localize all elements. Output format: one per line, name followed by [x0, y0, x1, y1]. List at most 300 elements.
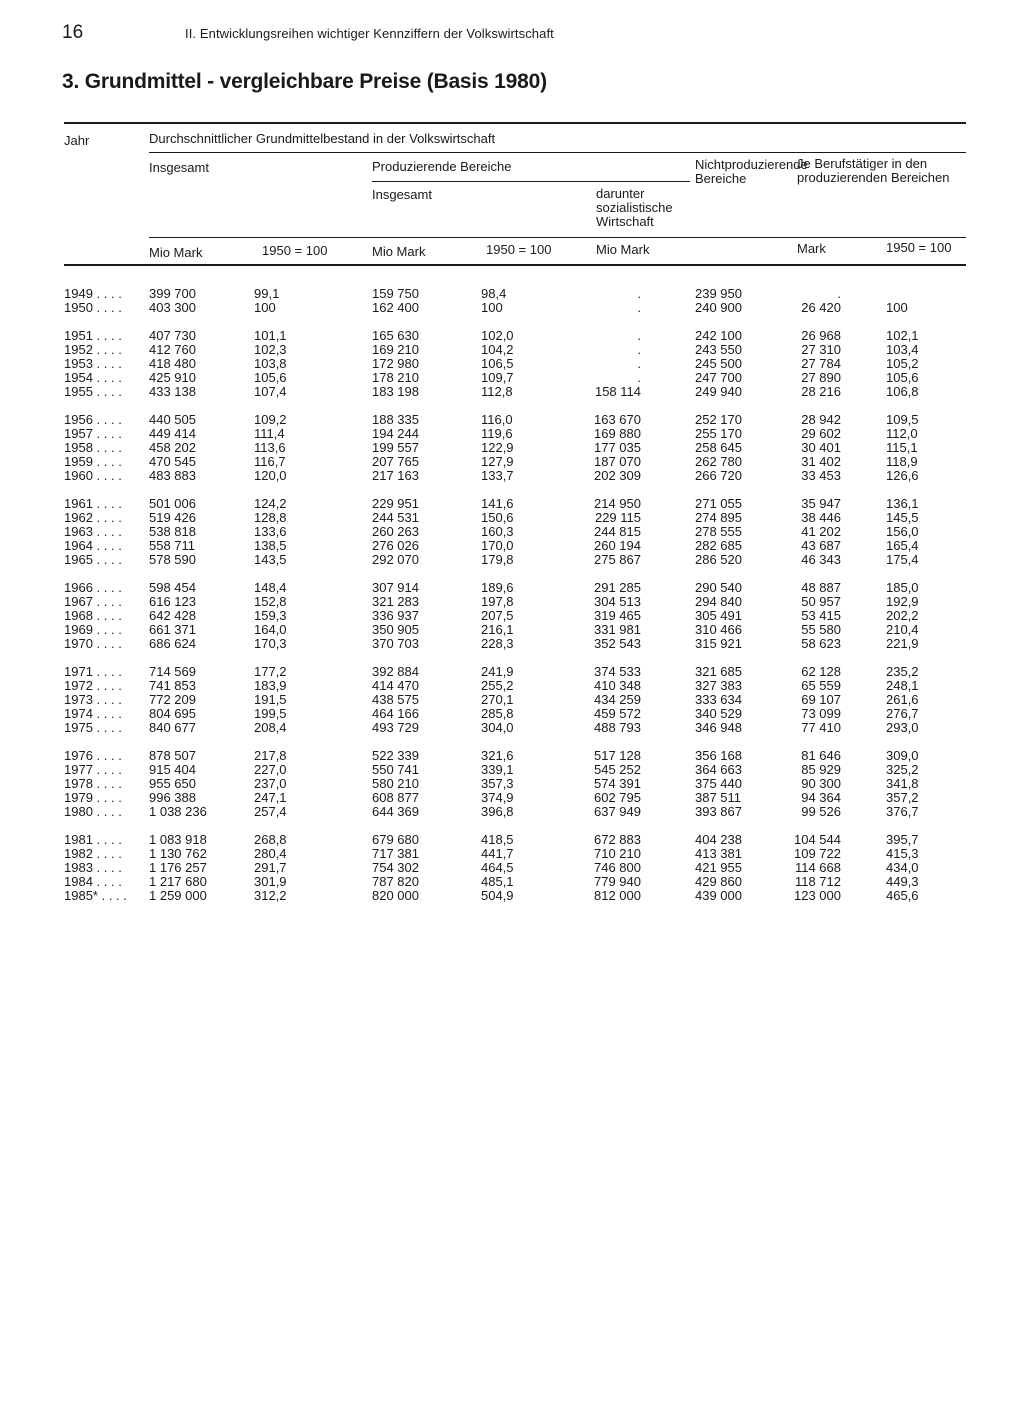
cell-nichtprod-mio-mark: 278 555: [695, 524, 742, 539]
cell-je-beruf-mark: 50 957: [801, 594, 841, 609]
cell-sozialistisch-mio-mark: 214 950: [594, 496, 641, 511]
header-produzierende-bereiche: Produzierende Bereiche: [372, 159, 512, 174]
cell-nichtprod-mio-mark: 429 860: [695, 874, 742, 889]
table-row: [0, 497, 1024, 511]
cell-insgesamt-mio-mark: 1 217 680: [149, 874, 207, 889]
cell-insgesamt-index: 107,4: [254, 384, 287, 399]
table-row: [0, 763, 1024, 777]
cell-prod-index: 464,5: [481, 860, 514, 875]
cell-prod-mio-mark: 178 210: [372, 370, 419, 385]
cell-nichtprod-mio-mark: 439 000: [695, 888, 742, 903]
table-row: [0, 595, 1024, 609]
table-row: [0, 539, 1024, 553]
cell-sozialistisch-mio-mark: .: [637, 342, 641, 357]
cell-insgesamt-index: 148,4: [254, 580, 287, 595]
cell-insgesamt-index: 291,7: [254, 860, 287, 875]
cell-insgesamt-mio-mark: 418 480: [149, 356, 196, 371]
cell-insgesamt-mio-mark: 433 138: [149, 384, 196, 399]
cell-je-beruf-mark: 41 202: [801, 524, 841, 539]
cell-je-beruf-index: 357,2: [886, 790, 919, 805]
cell-nichtprod-mio-mark: 243 550: [695, 342, 742, 357]
table-row: [0, 693, 1024, 707]
cell-sozialistisch-mio-mark: 602 795: [594, 790, 641, 805]
table-top-rule: [64, 122, 966, 124]
cell-je-beruf-mark: 30 401: [801, 440, 841, 455]
cell-insgesamt-index: 237,0: [254, 776, 287, 791]
cell-prod-mio-mark: 438 575: [372, 692, 419, 707]
cell-prod-index: 133,7: [481, 468, 514, 483]
cell-prod-mio-mark: 787 820: [372, 874, 419, 889]
cell-insgesamt-mio-mark: 741 853: [149, 678, 196, 693]
cell-insgesamt-index: 120,0: [254, 468, 287, 483]
table-row: [0, 861, 1024, 875]
cell-sozialistisch-mio-mark: 291 285: [594, 580, 641, 595]
unit-mark: Mark: [797, 241, 826, 256]
row-year: 1981 . . . .: [64, 832, 122, 847]
cell-sozialistisch-mio-mark: 244 815: [594, 524, 641, 539]
cell-sozialistisch-mio-mark: 202 309: [594, 468, 641, 483]
cell-je-beruf-index: 192,9: [886, 594, 919, 609]
cell-prod-index: 150,6: [481, 510, 514, 525]
cell-insgesamt-index: 102,3: [254, 342, 287, 357]
header-rule-produzierende: [372, 181, 690, 182]
cell-je-beruf-index: 118,9: [886, 454, 918, 469]
cell-je-beruf-mark: 38 446: [801, 510, 841, 525]
cell-insgesamt-mio-mark: 449 414: [149, 426, 196, 441]
unit-index-2: 1950 = 100: [486, 242, 552, 257]
cell-prod-mio-mark: 172 980: [372, 356, 419, 371]
row-year: 1951 . . . .: [64, 328, 122, 343]
cell-insgesamt-index: 103,8: [254, 356, 287, 371]
cell-insgesamt-mio-mark: 1 259 000: [149, 888, 207, 903]
cell-prod-mio-mark: 194 244: [372, 426, 419, 441]
cell-je-beruf-mark: 33 453: [801, 468, 841, 483]
cell-insgesamt-index: 268,8: [254, 832, 287, 847]
cell-prod-index: 304,0: [481, 720, 514, 735]
cell-je-beruf-mark: 53 415: [801, 608, 841, 623]
cell-insgesamt-index: 124,2: [254, 496, 287, 511]
cell-prod-index: 109,7: [481, 370, 514, 385]
table-row: [0, 609, 1024, 623]
row-year: 1980 . . . .: [64, 804, 122, 819]
cell-sozialistisch-mio-mark: .: [637, 370, 641, 385]
cell-sozialistisch-mio-mark: 275 867: [594, 552, 641, 567]
cell-insgesamt-mio-mark: 458 202: [149, 440, 196, 455]
cell-je-beruf-index: 293,0: [886, 720, 919, 735]
cell-prod-index: 270,1: [481, 692, 514, 707]
cell-prod-mio-mark: 414 470: [372, 678, 419, 693]
cell-sozialistisch-mio-mark: 304 513: [594, 594, 641, 609]
cell-prod-mio-mark: 580 210: [372, 776, 419, 791]
cell-je-beruf-index: 221,9: [886, 636, 919, 651]
table-row: [0, 847, 1024, 861]
cell-prod-mio-mark: 292 070: [372, 552, 419, 567]
cell-prod-index: 216,1: [481, 622, 514, 637]
cell-sozialistisch-mio-mark: 545 252: [594, 762, 641, 777]
header-nichtproduzierende: Nichtproduzierende Bereiche: [695, 157, 808, 186]
cell-sozialistisch-mio-mark: 746 800: [594, 860, 641, 875]
row-year: 1982 . . . .: [64, 846, 122, 861]
cell-je-beruf-mark: 65 559: [801, 678, 841, 693]
cell-prod-index: 119,6: [481, 426, 513, 441]
unit-mio-mark-1: Mio Mark: [149, 245, 203, 260]
cell-je-beruf-mark: 62 128: [801, 664, 841, 679]
cell-je-beruf-mark: 27 784: [801, 356, 841, 371]
cell-nichtprod-mio-mark: 421 955: [695, 860, 742, 875]
cell-prod-index: 418,5: [481, 832, 514, 847]
cell-insgesamt-index: 247,1: [254, 790, 287, 805]
cell-prod-index: 441,7: [481, 846, 514, 861]
cell-sozialistisch-mio-mark: 672 883: [594, 832, 641, 847]
cell-insgesamt-mio-mark: 955 650: [149, 776, 196, 791]
cell-nichtprod-mio-mark: 404 238: [695, 832, 742, 847]
cell-sozialistisch-mio-mark: 637 949: [594, 804, 641, 819]
cell-sozialistisch-mio-mark: .: [637, 286, 641, 301]
row-year: 1953 . . . .: [64, 356, 122, 371]
cell-nichtprod-mio-mark: 340 529: [695, 706, 742, 721]
cell-je-beruf-index: 341,8: [886, 776, 919, 791]
cell-insgesamt-index: 113,6: [254, 440, 286, 455]
cell-prod-mio-mark: 244 531: [372, 510, 419, 525]
table-row: [0, 581, 1024, 595]
table-row: [0, 441, 1024, 455]
cell-insgesamt-index: 128,8: [254, 510, 287, 525]
cell-prod-index: 106,5: [481, 356, 514, 371]
row-year: 1972 . . . .: [64, 678, 122, 693]
cell-insgesamt-index: 257,4: [254, 804, 287, 819]
cell-nichtprod-mio-mark: 245 500: [695, 356, 742, 371]
row-year: 1955 . . . .: [64, 384, 122, 399]
cell-sozialistisch-mio-mark: 574 391: [594, 776, 641, 791]
cell-sozialistisch-mio-mark: 812 000: [594, 888, 641, 903]
row-year: 1985* . . . .: [64, 888, 127, 903]
header-rule-units: [149, 237, 966, 238]
table-row: [0, 791, 1024, 805]
cell-insgesamt-index: 208,4: [254, 720, 287, 735]
cell-sozialistisch-mio-mark: 158 114: [594, 384, 641, 399]
table-row: [0, 805, 1024, 819]
cell-nichtprod-mio-mark: 247 700: [695, 370, 742, 385]
table-row: [0, 469, 1024, 483]
cell-nichtprod-mio-mark: 266 720: [695, 468, 742, 483]
cell-je-beruf-mark: 27 310: [801, 342, 841, 357]
cell-je-beruf-index: 145,5: [886, 510, 919, 525]
cell-prod-index: 228,3: [481, 636, 514, 651]
cell-prod-mio-mark: 260 263: [372, 524, 419, 539]
cell-prod-index: 112,8: [481, 384, 513, 399]
cell-prod-mio-mark: 820 000: [372, 888, 419, 903]
cell-insgesamt-mio-mark: 1 083 918: [149, 832, 207, 847]
cell-je-beruf-index: 261,6: [886, 692, 919, 707]
cell-prod-mio-mark: 392 884: [372, 664, 419, 679]
cell-prod-index: 116,0: [481, 412, 513, 427]
table-row: [0, 777, 1024, 791]
cell-insgesamt-mio-mark: 558 711: [149, 538, 196, 553]
cell-prod-index: 374,9: [481, 790, 514, 805]
row-year: 1957 . . . .: [64, 426, 122, 441]
cell-sozialistisch-mio-mark: 177 035: [594, 440, 641, 455]
cell-prod-mio-mark: 183 198: [372, 384, 419, 399]
cell-nichtprod-mio-mark: 255 170: [695, 426, 742, 441]
table-row: [0, 679, 1024, 693]
table-row: [0, 455, 1024, 469]
cell-prod-mio-mark: 550 741: [372, 762, 419, 777]
cell-nichtprod-mio-mark: 327 383: [695, 678, 742, 693]
cell-insgesamt-index: 100: [254, 300, 276, 315]
cell-je-beruf-mark: 123 000: [794, 888, 841, 903]
row-year: 1961 . . . .: [64, 496, 122, 511]
cell-je-beruf-mark: 90 300: [801, 776, 841, 791]
cell-prod-mio-mark: 207 765: [372, 454, 419, 469]
cell-insgesamt-index: 280,4: [254, 846, 287, 861]
running-head: II. Entwicklungsreihen wichtiger Kennziffern der Volkswirtschaft: [185, 26, 554, 41]
cell-je-beruf-index: 415,3: [886, 846, 919, 861]
cell-insgesamt-mio-mark: 714 569: [149, 664, 196, 679]
header-main: Durchschnittlicher Grundmittelbestand in der Volkswirtschaft: [149, 131, 496, 146]
row-year: 1977 . . . .: [64, 762, 122, 777]
cell-je-beruf-mark: 114 668: [794, 860, 841, 875]
cell-insgesamt-index: 109,2: [254, 412, 287, 427]
row-year: 1968 . . . .: [64, 608, 122, 623]
row-year: 1973 . . . .: [64, 692, 122, 707]
cell-insgesamt-mio-mark: 1 176 257: [149, 860, 207, 875]
cell-prod-mio-mark: 608 877: [372, 790, 419, 805]
cell-prod-index: 102,0: [481, 328, 514, 343]
cell-insgesamt-mio-mark: 519 426: [149, 510, 196, 525]
row-year: 1954 . . . .: [64, 370, 122, 385]
table-row: [0, 343, 1024, 357]
cell-insgesamt-index: 170,3: [254, 636, 287, 651]
cell-je-beruf-mark: 28 942: [801, 412, 841, 427]
table-row: [0, 623, 1024, 637]
cell-je-beruf-mark: 99 526: [801, 804, 841, 819]
cell-insgesamt-mio-mark: 996 388: [149, 790, 196, 805]
cell-insgesamt-index: 301,9: [254, 874, 287, 889]
row-year: 1974 . . . .: [64, 706, 122, 721]
row-year: 1966 . . . .: [64, 580, 122, 595]
cell-nichtprod-mio-mark: 282 685: [695, 538, 742, 553]
cell-insgesamt-mio-mark: 804 695: [149, 706, 196, 721]
cell-sozialistisch-mio-mark: 331 981: [594, 622, 641, 637]
table-row: [0, 385, 1024, 399]
cell-je-beruf-index: 112,0: [886, 426, 918, 441]
table-row: [0, 511, 1024, 525]
row-year: 1976 . . . .: [64, 748, 122, 763]
cell-je-beruf-mark: 31 402: [801, 454, 841, 469]
row-year: 1971 . . . .: [64, 664, 122, 679]
cell-nichtprod-mio-mark: 271 055: [695, 496, 742, 511]
cell-prod-mio-mark: 165 630: [372, 328, 419, 343]
cell-nichtprod-mio-mark: 290 540: [695, 580, 742, 595]
cell-je-beruf-mark: 69 107: [801, 692, 841, 707]
unit-index-3: 1950 = 100: [886, 240, 952, 255]
row-year: 1964 . . . .: [64, 538, 122, 553]
header-rule-main: [149, 152, 966, 153]
cell-je-beruf-mark: .: [837, 286, 841, 301]
cell-je-beruf-index: 449,3: [886, 874, 919, 889]
cell-prod-mio-mark: 162 400: [372, 300, 419, 315]
cell-je-beruf-index: 136,1: [886, 496, 919, 511]
cell-je-beruf-index: 185,0: [886, 580, 919, 595]
cell-prod-mio-mark: 350 905: [372, 622, 419, 637]
table-title: 3. Grundmittel - vergleichbare Preise (Basis 1980): [62, 70, 547, 93]
row-year: 1970 . . . .: [64, 636, 122, 651]
cell-insgesamt-mio-mark: 403 300: [149, 300, 196, 315]
table-row: [0, 287, 1024, 301]
table-row: [0, 525, 1024, 539]
cell-prod-mio-mark: 493 729: [372, 720, 419, 735]
cell-prod-index: 255,2: [481, 678, 514, 693]
cell-je-beruf-index: 202,2: [886, 608, 919, 623]
cell-insgesamt-index: 164,0: [254, 622, 287, 637]
cell-prod-mio-mark: 464 166: [372, 706, 419, 721]
cell-nichtprod-mio-mark: 286 520: [695, 552, 742, 567]
cell-prod-mio-mark: 644 369: [372, 804, 419, 819]
cell-nichtprod-mio-mark: 294 840: [695, 594, 742, 609]
cell-sozialistisch-mio-mark: .: [637, 300, 641, 315]
header-je-berufstaetiger: Je Berufstätiger in den produzierenden Bereichen: [797, 156, 950, 185]
cell-sozialistisch-mio-mark: .: [637, 356, 641, 371]
cell-prod-index: 207,5: [481, 608, 514, 623]
cell-je-beruf-index: 102,1: [886, 328, 919, 343]
table-row: [0, 329, 1024, 343]
cell-je-beruf-index: 434,0: [886, 860, 919, 875]
cell-insgesamt-mio-mark: 642 428: [149, 608, 196, 623]
table-row: [0, 833, 1024, 847]
cell-je-beruf-mark: 73 099: [801, 706, 841, 721]
row-year: 1952 . . . .: [64, 342, 122, 357]
cell-prod-index: 321,6: [481, 748, 514, 763]
row-year: 1949 . . . .: [64, 286, 122, 301]
cell-prod-mio-mark: 522 339: [372, 748, 419, 763]
unit-mio-mark-2: Mio Mark: [372, 244, 426, 259]
cell-nichtprod-mio-mark: 413 381: [695, 846, 742, 861]
cell-nichtprod-mio-mark: 252 170: [695, 412, 742, 427]
cell-je-beruf-mark: 118 712: [794, 874, 841, 889]
cell-insgesamt-index: 101,1: [254, 328, 287, 343]
cell-je-beruf-mark: 26 420: [801, 300, 841, 315]
row-year: 1983 . . . .: [64, 860, 122, 875]
table-row: [0, 427, 1024, 441]
row-year: 1975 . . . .: [64, 720, 122, 735]
cell-sozialistisch-mio-mark: 229 115: [594, 510, 641, 525]
cell-nichtprod-mio-mark: 249 940: [695, 384, 742, 399]
cell-prod-index: 339,1: [481, 762, 514, 777]
cell-prod-index: 396,8: [481, 804, 514, 819]
page-number: 16: [62, 22, 84, 43]
cell-insgesamt-mio-mark: 878 507: [149, 748, 196, 763]
table-row: [0, 371, 1024, 385]
cell-nichtprod-mio-mark: 240 900: [695, 300, 742, 315]
table-row: [0, 665, 1024, 679]
cell-prod-index: 98,4: [481, 286, 507, 301]
row-year: 1958 . . . .: [64, 440, 122, 455]
table-row: [0, 357, 1024, 371]
header-darunter-sozialistische: darunter sozialistische Wirtschaft: [596, 186, 673, 229]
cell-prod-index: 104,2: [481, 342, 514, 357]
cell-insgesamt-index: 116,7: [254, 454, 286, 469]
cell-insgesamt-index: 191,5: [254, 692, 287, 707]
cell-sozialistisch-mio-mark: 434 259: [594, 692, 641, 707]
cell-prod-index: 241,9: [481, 664, 514, 679]
cell-prod-index: 160,3: [481, 524, 514, 539]
cell-sozialistisch-mio-mark: 779 940: [594, 874, 641, 889]
cell-nichtprod-mio-mark: 375 440: [695, 776, 742, 791]
cell-prod-mio-mark: 717 381: [372, 846, 419, 861]
cell-insgesamt-mio-mark: 501 006: [149, 496, 196, 511]
cell-insgesamt-mio-mark: 616 123: [149, 594, 196, 609]
cell-je-beruf-index: 156,0: [886, 524, 919, 539]
cell-nichtprod-mio-mark: 239 950: [695, 286, 742, 301]
cell-prod-mio-mark: 336 937: [372, 608, 419, 623]
table-row: [0, 553, 1024, 567]
cell-prod-index: 170,0: [481, 538, 514, 553]
cell-prod-index: 122,9: [481, 440, 514, 455]
table-row: [0, 721, 1024, 735]
cell-prod-mio-mark: 229 951: [372, 496, 419, 511]
cell-prod-mio-mark: 169 210: [372, 342, 419, 357]
cell-je-beruf-index: 103,4: [886, 342, 919, 357]
cell-je-beruf-index: 395,7: [886, 832, 919, 847]
cell-nichtprod-mio-mark: 346 948: [695, 720, 742, 735]
cell-prod-index: 485,1: [481, 874, 514, 889]
cell-sozialistisch-mio-mark: 352 543: [594, 636, 641, 651]
cell-nichtprod-mio-mark: 321 685: [695, 664, 742, 679]
cell-insgesamt-index: 199,5: [254, 706, 287, 721]
cell-prod-mio-mark: 217 163: [372, 468, 419, 483]
row-year: 1960 . . . .: [64, 468, 122, 483]
cell-prod-index: 127,9: [481, 454, 514, 469]
cell-insgesamt-mio-mark: 399 700: [149, 286, 196, 301]
cell-insgesamt-mio-mark: 1 130 762: [149, 846, 207, 861]
row-year: 1967 . . . .: [64, 594, 122, 609]
header-bottom-rule: [64, 264, 966, 266]
cell-insgesamt-index: 159,3: [254, 608, 287, 623]
cell-je-beruf-index: 105,6: [886, 370, 919, 385]
table-row: [0, 749, 1024, 763]
cell-insgesamt-mio-mark: 840 677: [149, 720, 196, 735]
cell-insgesamt-mio-mark: 470 545: [149, 454, 196, 469]
cell-nichtprod-mio-mark: 356 168: [695, 748, 742, 763]
cell-je-beruf-mark: 104 544: [794, 832, 841, 847]
cell-insgesamt-mio-mark: 686 624: [149, 636, 196, 651]
cell-insgesamt-mio-mark: 598 454: [149, 580, 196, 595]
cell-je-beruf-index: 115,1: [886, 440, 918, 455]
cell-sozialistisch-mio-mark: 169 880: [594, 426, 641, 441]
cell-sozialistisch-mio-mark: 488 793: [594, 720, 641, 735]
cell-nichtprod-mio-mark: 393 867: [695, 804, 742, 819]
cell-nichtprod-mio-mark: 364 663: [695, 762, 742, 777]
cell-insgesamt-index: 217,8: [254, 748, 287, 763]
cell-je-beruf-mark: 48 887: [801, 580, 841, 595]
cell-sozialistisch-mio-mark: 517 128: [594, 748, 641, 763]
cell-insgesamt-mio-mark: 407 730: [149, 328, 196, 343]
cell-insgesamt-mio-mark: 412 760: [149, 342, 196, 357]
cell-prod-index: 100: [481, 300, 503, 315]
cell-je-beruf-mark: 28 216: [801, 384, 841, 399]
cell-prod-index: 197,8: [481, 594, 514, 609]
cell-nichtprod-mio-mark: 258 645: [695, 440, 742, 455]
cell-insgesamt-mio-mark: 915 404: [149, 762, 196, 777]
cell-insgesamt-index: 138,5: [254, 538, 287, 553]
cell-insgesamt-mio-mark: 578 590: [149, 552, 196, 567]
cell-sozialistisch-mio-mark: 374 533: [594, 664, 641, 679]
cell-prod-mio-mark: 307 914: [372, 580, 419, 595]
cell-prod-mio-mark: 754 302: [372, 860, 419, 875]
cell-prod-mio-mark: 321 283: [372, 594, 419, 609]
cell-sozialistisch-mio-mark: 459 572: [594, 706, 641, 721]
table-row: [0, 875, 1024, 889]
